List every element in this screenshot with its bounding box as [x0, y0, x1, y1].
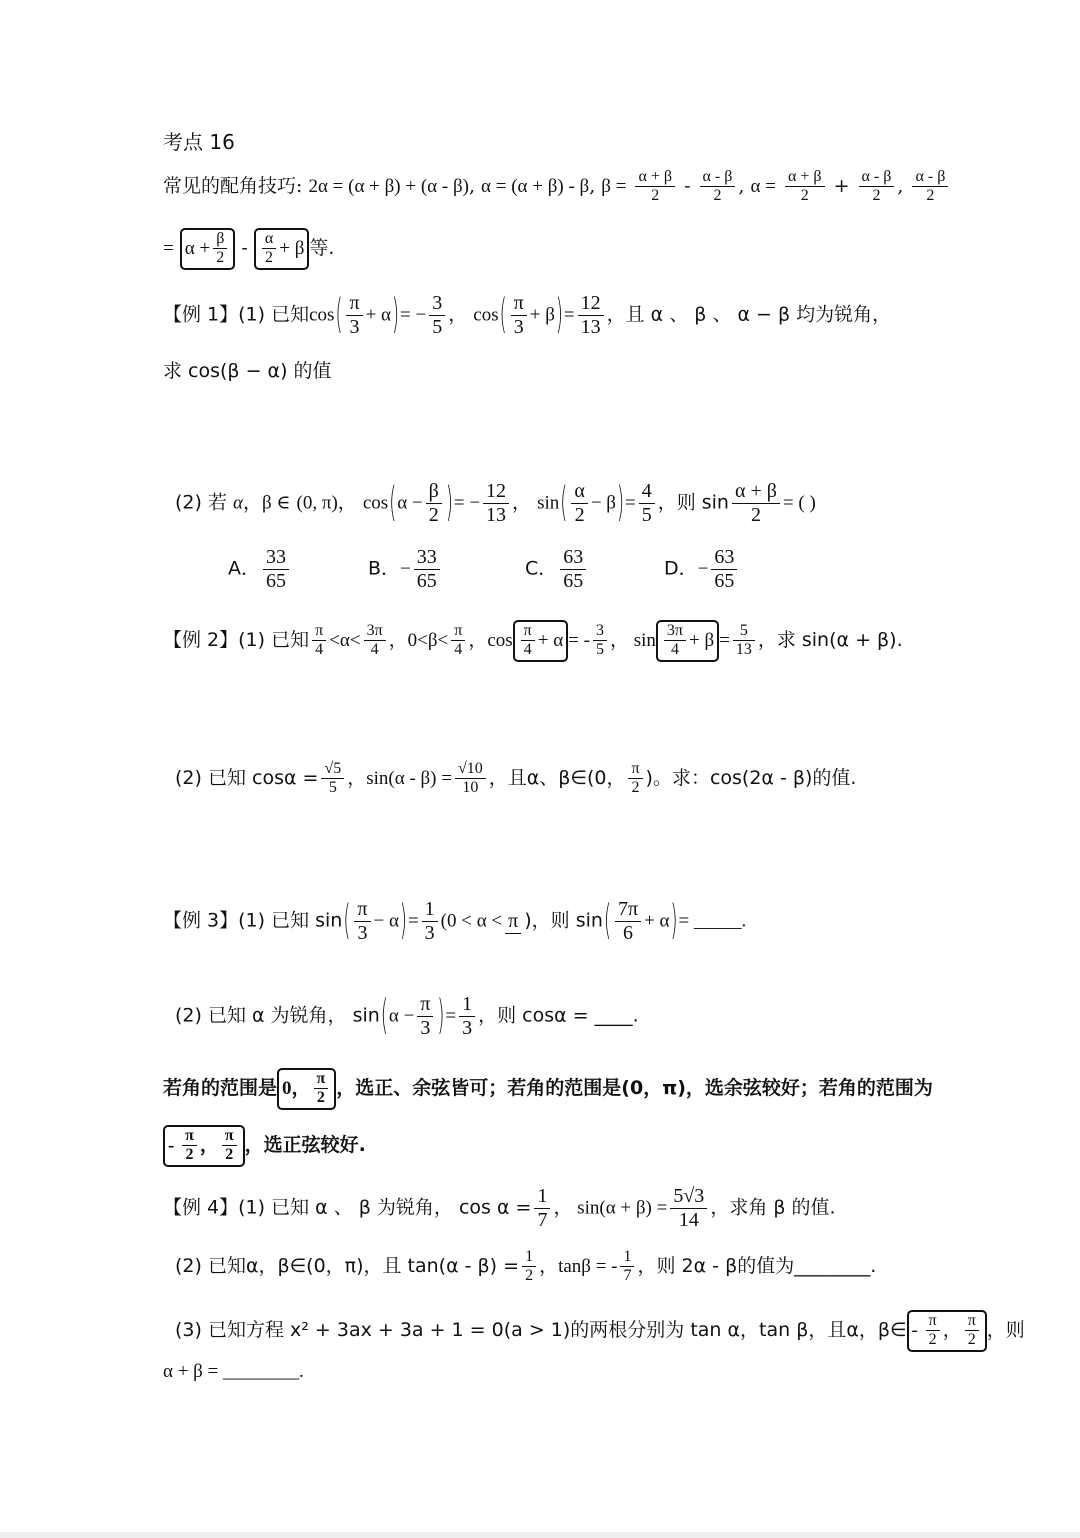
interval: (0, π) [296, 492, 338, 514]
fraction [321, 760, 344, 798]
fraction [417, 993, 433, 1040]
numerator: π [312, 622, 326, 641]
equals-sign: = − [400, 304, 427, 326]
condition-text: (0 < α < [440, 910, 503, 932]
denominator: 2 [631, 779, 640, 797]
comma: ， [199, 1134, 219, 1156]
numerator: α + β [635, 168, 675, 187]
denominator: 3 [349, 316, 360, 338]
numerator: 1 [534, 1185, 550, 1209]
numerator: π [222, 1127, 237, 1146]
example-4-part-1 [163, 1185, 836, 1232]
denominator: 2 [800, 187, 809, 205]
denominator: 5 [595, 641, 604, 659]
term: 0， [282, 1077, 311, 1099]
fraction [182, 1127, 197, 1165]
denominator: 2 [316, 1089, 325, 1107]
minus-sign: - [241, 236, 248, 259]
comma: , [468, 174, 475, 197]
note-text: ，选正、余弦皆可；若角的范围是(0，π)，选余弦较好；若角的范围为 [336, 1076, 933, 1099]
numerator: 33 [414, 546, 440, 570]
part-label: (2) 已知 α 为锐角， sin [175, 1004, 380, 1027]
fraction [593, 622, 607, 660]
example-label: 【例 2】 [163, 628, 239, 651]
comma: ， [448, 303, 468, 326]
term: − α [373, 910, 399, 932]
denominator: 4 [370, 641, 379, 659]
func-name: cos [473, 304, 499, 326]
fraction [511, 292, 527, 339]
then-text: ，则 sin [657, 491, 729, 514]
equals-sign: = [407, 910, 419, 932]
term: ，tanβ = - [539, 1255, 618, 1277]
denominator: 2 [713, 187, 722, 205]
paren: ( [335, 290, 343, 339]
func-name: cos [309, 304, 335, 326]
numerator: α - β [700, 168, 736, 187]
fraction [664, 622, 686, 660]
comma: ， [337, 491, 357, 514]
numerator: π [521, 622, 535, 641]
bracket-group [254, 228, 310, 270]
fraction [522, 1248, 536, 1286]
formula-3-lhs: β = [601, 175, 627, 197]
denominator: 2 [872, 187, 881, 205]
denominator: 2 [926, 187, 935, 205]
numerator: π [628, 760, 642, 779]
fraction [926, 1312, 940, 1350]
numerator: 3π [664, 622, 686, 641]
fraction [414, 546, 440, 593]
note-text: ，选正弦较好. [244, 1133, 366, 1156]
denominator: 4 [670, 641, 679, 659]
fraction [732, 480, 780, 527]
fraction [263, 546, 289, 593]
bracket-group [513, 620, 569, 662]
fraction [628, 760, 642, 798]
example-1-question: 求 cos(β − α) 的值 [163, 360, 332, 382]
fraction [459, 993, 475, 1040]
numerator: 5√3 [670, 1185, 707, 1209]
fraction [670, 1185, 707, 1232]
numerator: π [926, 1312, 940, 1331]
fraction [785, 168, 825, 206]
fraction [364, 622, 386, 660]
denominator: 65 [563, 570, 584, 592]
formula-2: α = (α + β) - β [481, 175, 590, 197]
denominator: 13 [580, 316, 601, 338]
denominator: 2 [185, 1146, 194, 1164]
bracket-group [907, 1310, 987, 1352]
answer-blank[interactable]: ，则 cosα = ____. [478, 1004, 639, 1027]
part-label: (1) 已知 [238, 628, 310, 651]
func-name: sin [537, 492, 560, 514]
numerator: β [426, 480, 442, 504]
fraction [312, 622, 326, 660]
example-4-part-2 [175, 1248, 876, 1286]
fraction [639, 480, 655, 527]
fraction [560, 546, 586, 593]
fraction [429, 292, 445, 339]
numerator: α - β [859, 168, 895, 187]
part-label: (1) 已知 [238, 303, 310, 326]
fraction [422, 898, 438, 945]
numerator: π [354, 898, 370, 922]
inequality: <α< [329, 629, 361, 651]
denominator: 4 [315, 641, 324, 659]
denominator: 4 [454, 641, 463, 659]
option-letter: A． [228, 557, 260, 580]
denominator: 13 [735, 641, 752, 659]
part-label: (3) 已知方程 x² + 3ax + 3a + 1 = 0(a > 1)的两根分别为 tan α，tan β，且α，β∈ [175, 1318, 907, 1341]
numerator: π [965, 1312, 979, 1331]
fraction [859, 168, 895, 206]
denominator: 2 [651, 187, 660, 205]
denominator: 7 [537, 1209, 548, 1231]
term: α − [397, 492, 423, 514]
fraction [455, 760, 486, 798]
part-label: (2) 已知 cosα = [175, 766, 319, 789]
term: + α [537, 629, 564, 651]
variable: α [233, 492, 243, 514]
paren: ( [499, 290, 507, 339]
equals-sign: = [445, 1005, 457, 1027]
minus-sign: - [684, 174, 691, 197]
formula-4-lhs: α = [750, 175, 776, 197]
term: - [168, 1134, 180, 1156]
fraction [635, 168, 675, 206]
bracket-group [163, 1125, 245, 1167]
denominator: 2 [525, 1267, 534, 1285]
denominator: 3 [513, 316, 524, 338]
fraction [483, 480, 509, 527]
part-label: (1) 已知 sin [238, 909, 343, 932]
formula-1: 2α = (α + β) + (α - β) [308, 175, 469, 197]
answer-blank[interactable]: α + β = ________. [163, 1361, 304, 1382]
term: + β [279, 237, 305, 259]
numerator: π [451, 622, 465, 641]
numerator: β [213, 230, 227, 249]
numerator: π [346, 292, 362, 316]
fraction [505, 910, 521, 934]
example-2-part-1 [163, 620, 903, 662]
numerator: 33 [263, 546, 289, 570]
fraction [222, 1127, 237, 1165]
numerator: α + β [785, 168, 825, 187]
func-name: cos [362, 492, 389, 514]
numerator: α [262, 230, 276, 249]
term: - [911, 1319, 923, 1341]
denominator: 6 [623, 922, 634, 944]
term: α − [388, 1005, 415, 1027]
bracket-group [656, 620, 719, 662]
func-name: ， sin [609, 629, 656, 651]
fraction [620, 1248, 634, 1286]
term: + β [688, 629, 715, 651]
fraction [262, 230, 276, 268]
term: + α [365, 304, 391, 326]
then-text: )，则 sin [524, 909, 603, 932]
denominator: 4 [523, 641, 532, 659]
denominator: 3 [357, 922, 368, 944]
numerator: 3 [429, 292, 445, 316]
option-a[interactable] [228, 546, 292, 593]
paren: ( [603, 896, 611, 945]
plus-sign: + [833, 174, 850, 197]
paren: ( [389, 478, 397, 527]
technique-line [163, 168, 951, 206]
tail-text: 等. [309, 236, 335, 259]
part-label: (2) 已知α，β∈(0，π)，且 tan(α - β) = [175, 1254, 520, 1277]
fraction [912, 168, 948, 206]
range-note-line-1 [163, 1068, 933, 1110]
numerator: 12 [578, 292, 604, 316]
numerator: 12 [483, 480, 509, 504]
numerator: 4 [639, 480, 655, 504]
option-b[interactable] [368, 546, 443, 593]
equals-sign: = − [453, 492, 481, 514]
example-3-part-2 [175, 993, 639, 1040]
fraction [213, 230, 227, 268]
fraction [711, 546, 737, 593]
technique-line-2 [163, 228, 334, 270]
term: + β [529, 304, 555, 326]
numerator: 5 [733, 622, 755, 641]
numerator: 63 [560, 546, 586, 570]
denominator: 5 [328, 779, 337, 797]
fraction [700, 168, 736, 206]
comma: ， [942, 1319, 962, 1341]
question-text: )。求：cos(2α - β)的值. [645, 766, 857, 789]
equals-sign: = - [568, 629, 590, 651]
numerator: 1 [620, 1248, 634, 1267]
denominator: 3 [420, 1017, 431, 1039]
fraction [354, 898, 370, 945]
note-text: 若角的范围是 [163, 1076, 278, 1099]
comma: , [589, 174, 596, 197]
condition-text: ，且 α 、 β 、 α − β 均为锐角， [606, 303, 892, 326]
fraction [346, 292, 362, 339]
numerator: π [182, 1127, 197, 1146]
example-label: 【例 3】 [163, 909, 239, 932]
denominator: 10 [462, 779, 479, 797]
numerator: 3 [593, 622, 607, 641]
paren: ) [555, 290, 563, 339]
numerator: α - β [912, 168, 948, 187]
term: + α [644, 910, 670, 932]
colon: : [296, 174, 303, 197]
comma: ， [243, 491, 263, 514]
example-1-part-1 [163, 292, 891, 339]
fraction [571, 480, 587, 527]
paren: ) [399, 896, 407, 945]
example-label: 【例 1】 [163, 303, 239, 326]
denominator: 2 [428, 504, 439, 526]
denominator: 2 [574, 504, 585, 526]
condition-text: ，且α、β∈(0， [488, 766, 626, 789]
part-label: (1) 已知 α 、 β 为锐角， cos α = [238, 1196, 532, 1219]
equals-sign: = [163, 237, 174, 259]
denominator: 5 [432, 316, 443, 338]
denominator: 2 [225, 1146, 234, 1164]
bracket-group [277, 1068, 336, 1110]
technique-prefix: 常见的配角技巧 [163, 174, 297, 197]
answer-blank[interactable]: = _____. [678, 910, 747, 932]
section-heading: 考点 16 [163, 130, 235, 154]
numerator: π [511, 292, 527, 316]
denominator: 2 [928, 1331, 937, 1349]
example-1-part-2 [175, 480, 816, 527]
option-letter: B． [368, 557, 401, 580]
fraction [578, 292, 604, 339]
fraction [521, 622, 535, 660]
option-sign: − [697, 558, 709, 580]
paren: ( [380, 991, 388, 1040]
paren: ( [343, 896, 351, 945]
fraction [965, 1312, 979, 1350]
paren: ) [616, 478, 624, 527]
fraction [733, 622, 755, 660]
numerator: 63 [711, 546, 737, 570]
bracket-group [180, 228, 236, 270]
option-d[interactable] [664, 546, 740, 593]
range-note-line-2 [163, 1125, 366, 1167]
equals-sign: = [624, 492, 636, 514]
paren: ) [392, 290, 400, 339]
term: α + [184, 237, 211, 259]
example-label: 【例 4】 [163, 1196, 239, 1219]
option-letter: D． [664, 557, 698, 580]
example-2-part-2 [175, 760, 856, 798]
numerator: 3π [364, 622, 386, 641]
denominator: 2 [216, 249, 225, 267]
denominator: 2 [967, 1331, 976, 1349]
page-bottom-edge [0, 1532, 1080, 1538]
paren: ) [670, 896, 678, 945]
numerator: 1 [459, 993, 475, 1017]
answer-blank[interactable]: ，则 2α - β的值为________. [637, 1254, 877, 1277]
numerator: √10 [455, 760, 486, 779]
denominator: 2 [750, 504, 761, 526]
numerator: 1 [522, 1248, 536, 1267]
question-text: ，求角 β 的值. [710, 1196, 836, 1219]
then-text: ，则 [986, 1318, 1025, 1341]
numerator: 7π [615, 898, 641, 922]
func-name: ，cos [468, 629, 513, 651]
fraction [426, 480, 442, 527]
denominator: 5 [641, 504, 652, 526]
denominator: 2 [265, 249, 274, 267]
denominator: 7 [623, 1267, 632, 1285]
term: β ∈ [262, 492, 291, 514]
example-3-part-1 [163, 898, 746, 945]
denominator: 65 [416, 570, 437, 592]
paren: ) [437, 991, 445, 1040]
answer-paren: = ( ) [782, 492, 816, 514]
equals-sign: = [563, 304, 575, 326]
example-4-part-3 [175, 1310, 1025, 1352]
option-sign: − [400, 558, 411, 580]
denominator: 13 [486, 504, 507, 526]
comma: ， [512, 491, 532, 514]
term: ， sin(α + β) = [553, 1197, 668, 1219]
part-label: (2) 若 [175, 491, 227, 514]
numerator: 1 [422, 898, 438, 922]
paren: ( [560, 478, 568, 527]
paren: ) [445, 478, 453, 527]
question-text: ，求 sin(α + β). [757, 628, 903, 651]
fraction [451, 622, 465, 660]
inequality: ，0<β< [388, 629, 449, 651]
equals-sign: = [719, 629, 730, 651]
denominator: 65 [266, 570, 286, 592]
term: ，sin(α - β) = [347, 767, 452, 789]
comma: , [897, 174, 904, 197]
numerator: α + β [732, 480, 780, 504]
fraction [534, 1185, 550, 1232]
denominator: 65 [714, 570, 735, 592]
fraction [615, 898, 641, 945]
numerator: α [571, 480, 587, 504]
denominator: 3 [462, 1017, 473, 1039]
numerator: √5 [321, 760, 344, 779]
denominator: 3 [424, 922, 435, 944]
numerator: π [505, 910, 521, 934]
denominator: 14 [678, 1209, 699, 1231]
fraction [314, 1070, 329, 1108]
comma: , [738, 174, 745, 197]
option-c[interactable] [525, 546, 589, 593]
numerator: π [314, 1070, 329, 1089]
numerator: π [417, 993, 433, 1017]
option-letter: C． [525, 557, 558, 580]
term: − β [590, 492, 616, 514]
